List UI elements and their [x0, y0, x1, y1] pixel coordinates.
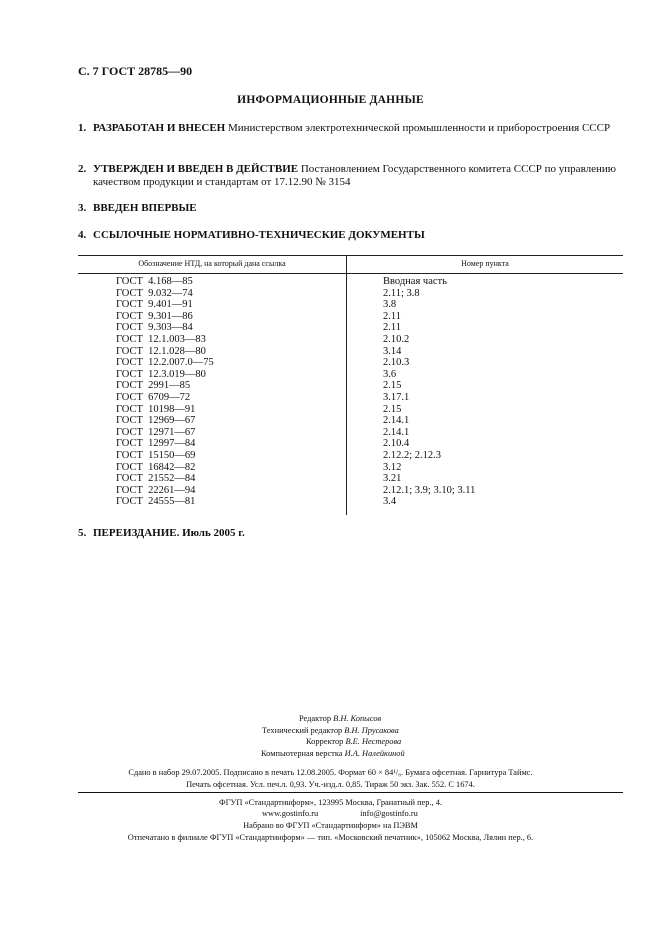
item-number: 3. — [78, 202, 87, 214]
publisher-line-4: Отпечатано в филиале ФГУП «Стандартинформ» — тип. «Московский печатник», 105062 Москва, Лялин пер., 6. — [127, 832, 534, 842]
item-number: 4. — [78, 229, 87, 241]
table-row — [78, 357, 623, 369]
table-row — [78, 322, 623, 334]
table-cell-clause: 2.11 — [383, 322, 401, 334]
info-item-1 — [78, 122, 623, 135]
publisher-email-link[interactable]: info@gostinfo.ru — [360, 808, 418, 818]
credit-tech-editor — [262, 725, 399, 737]
table-cell-document: ГОСТ 22261—94 — [116, 484, 196, 496]
table-cell-document: ГОСТ 9.301—86 — [116, 310, 193, 322]
publisher-line-1: ФГУП «Стандартинформ», 123995 Москва, Гранатный пер., 4. — [218, 798, 443, 807]
table-row — [78, 438, 623, 450]
publisher-line-3: Набрано во ФГУП «Стандартинформ» на ПЭВМ — [243, 821, 418, 830]
table-row — [78, 473, 623, 485]
item-text: Июль 2005 г. — [182, 527, 245, 539]
table-cell-document: ГОСТ 12.1.003—83 — [116, 333, 206, 345]
footer-separator — [78, 792, 623, 793]
publisher-info — [0, 797, 661, 843]
info-item-3 — [78, 202, 623, 215]
table-row — [78, 415, 623, 427]
table-row — [78, 288, 623, 300]
table-row — [78, 276, 623, 288]
table-cell-document: ГОСТ 12.2.007.0—75 — [116, 357, 214, 369]
table-cell-clause: 3.4 — [383, 496, 397, 508]
table-row — [78, 450, 623, 462]
table-cell-document: ГОСТ 12971—67 — [116, 426, 196, 438]
table-cell-document: ГОСТ 12997—84 — [116, 438, 196, 450]
item-number: 2. — [78, 163, 87, 175]
credit-name: В.Н. Копысов — [333, 714, 382, 723]
item-number: 5. — [78, 527, 87, 539]
table-cell-clause: 3.12 — [383, 461, 402, 473]
credit-role: Технический редактор — [262, 725, 343, 735]
table-body — [78, 276, 623, 508]
table-header-document: Обозначение НТД, на который дана ссылка — [138, 259, 286, 268]
section-title: ИНФОРМАЦИОННЫЕ ДАННЫЕ — [237, 94, 424, 106]
table-cell-document: ГОСТ 16842—82 — [116, 461, 196, 473]
publisher-site-link[interactable]: www.gostinfo.ru — [262, 808, 319, 818]
table-cell-clause: 3.6 — [383, 368, 397, 380]
table-cell-document: ГОСТ 2991—85 — [116, 380, 191, 392]
item-text: Министерством электротехнической промышленности и приборостроения СССР — [227, 122, 611, 134]
item-lead: РАЗРАБОТАН И ВНЕСЕН — [93, 122, 226, 134]
table-cell-clause: 2.10.3 — [383, 357, 410, 369]
table-row — [78, 346, 623, 358]
table-row — [78, 462, 623, 474]
table-row — [78, 334, 623, 346]
table-cell-document: ГОСТ 12969—67 — [116, 415, 196, 427]
item-lead: ССЫЛОЧНЫЕ НОРМАТИВНО-ТЕХНИЧЕСКИЕ ДОКУМЕНТЫ — [93, 229, 425, 241]
table-cell-document: ГОСТ 9.303—84 — [116, 322, 193, 334]
table-row — [78, 392, 623, 404]
reference-table — [78, 255, 623, 515]
table-cell-clause: 2.15 — [383, 403, 402, 415]
item-lead: ПЕРЕИЗДАНИЕ. — [93, 527, 180, 539]
table-row — [78, 311, 623, 323]
publication-line-1: Сдано в набор 29.07.2005. Подписано в печать 12.08.2005. Формат 60 × 84¹/₈. Бумага офсетная. Гарнитура Таймс. — [128, 768, 533, 777]
table-cell-document: ГОСТ 9.401—91 — [116, 299, 193, 311]
table-cell-document: ГОСТ 12.3.019—80 — [116, 368, 206, 380]
table-row — [78, 369, 623, 381]
credit-name: И.А. Налейкиной — [344, 748, 405, 758]
table-header-rule — [78, 273, 623, 274]
table-cell-clause: 2.11; 3.8 — [383, 287, 420, 299]
info-item-4 — [78, 229, 623, 242]
info-item-5 — [78, 527, 623, 540]
table-cell-clause: 3.8 — [383, 299, 397, 311]
credit-name: В.Н. Прусакова — [344, 725, 399, 735]
credit-role: Компьютерная верстка — [261, 748, 343, 758]
table-cell-document: ГОСТ 24555—81 — [116, 496, 196, 508]
credit-role: Корректор — [306, 737, 344, 746]
credit-role: Редактор — [299, 714, 332, 723]
table-top-rule — [78, 255, 623, 256]
publisher-web-row — [262, 809, 418, 818]
table-cell-document: ГОСТ 12.1.028—80 — [116, 345, 206, 357]
table-cell-clause: 3.14 — [383, 345, 402, 357]
table-row — [78, 427, 623, 439]
table-header-clause: Номер пункта — [461, 259, 509, 268]
item-text: Постановлением Государственного комитета СССР по управлению качеством продукции и стандартам от 17.12.90 № 3154 — [93, 163, 616, 188]
table-cell-clause: 2.12.1; 3.9; 3.10; 3.11 — [383, 484, 476, 496]
table-cell-clause: 2.11 — [383, 310, 401, 322]
table-cell-document: ГОСТ 21552—84 — [116, 473, 196, 485]
table-row — [78, 380, 623, 392]
table-row — [78, 299, 623, 311]
table-cell-clause: 2.15 — [383, 380, 402, 392]
table-row — [78, 496, 623, 508]
table-cell-clause: 2.10.4 — [383, 438, 410, 450]
table-cell-document: ГОСТ 15150—69 — [116, 449, 196, 461]
table-cell-clause: 2.14.1 — [383, 415, 410, 427]
table-cell-document: ГОСТ 10198—91 — [116, 403, 196, 415]
publication-line-2: Печать офсетная. Усл. печ.л. 0,93. Уч.-изд.л. 0,85. Тираж 50 экз. Зак. 552. С 1674. — [186, 779, 475, 789]
publication-details — [0, 767, 661, 790]
credit-layout — [261, 748, 405, 760]
table-row — [78, 404, 623, 416]
table-cell-document: ГОСТ 4.168—85 — [116, 276, 193, 287]
credit-corrector — [306, 736, 401, 748]
table-cell-clause: 2.10.2 — [383, 333, 410, 345]
item-number: 1. — [78, 122, 87, 134]
table-cell-clause: 3.21 — [383, 473, 402, 485]
credit-editor — [299, 713, 381, 725]
table-cell-document: ГОСТ 6709—72 — [116, 391, 191, 403]
page-header: С. 7 ГОСТ 28785—90 — [78, 64, 193, 78]
table-cell-clause: 3.17.1 — [383, 391, 410, 403]
table-cell-clause: 2.14.1 — [383, 426, 410, 438]
table-row — [78, 485, 623, 497]
table-cell-clause: 2.12.2; 2.12.3 — [383, 449, 442, 461]
info-item-2 — [78, 163, 623, 189]
item-lead: УТВЕРЖДЕН И ВВЕДЕН В ДЕЙСТВИЕ — [93, 163, 299, 175]
table-cell-clause: Вводная часть — [383, 276, 447, 287]
credit-name: В.Е. Нестерова — [345, 737, 402, 746]
item-lead: ВВЕДЕН ВПЕРВЫЕ — [93, 202, 197, 214]
table-cell-document: ГОСТ 9.032—74 — [116, 287, 193, 299]
